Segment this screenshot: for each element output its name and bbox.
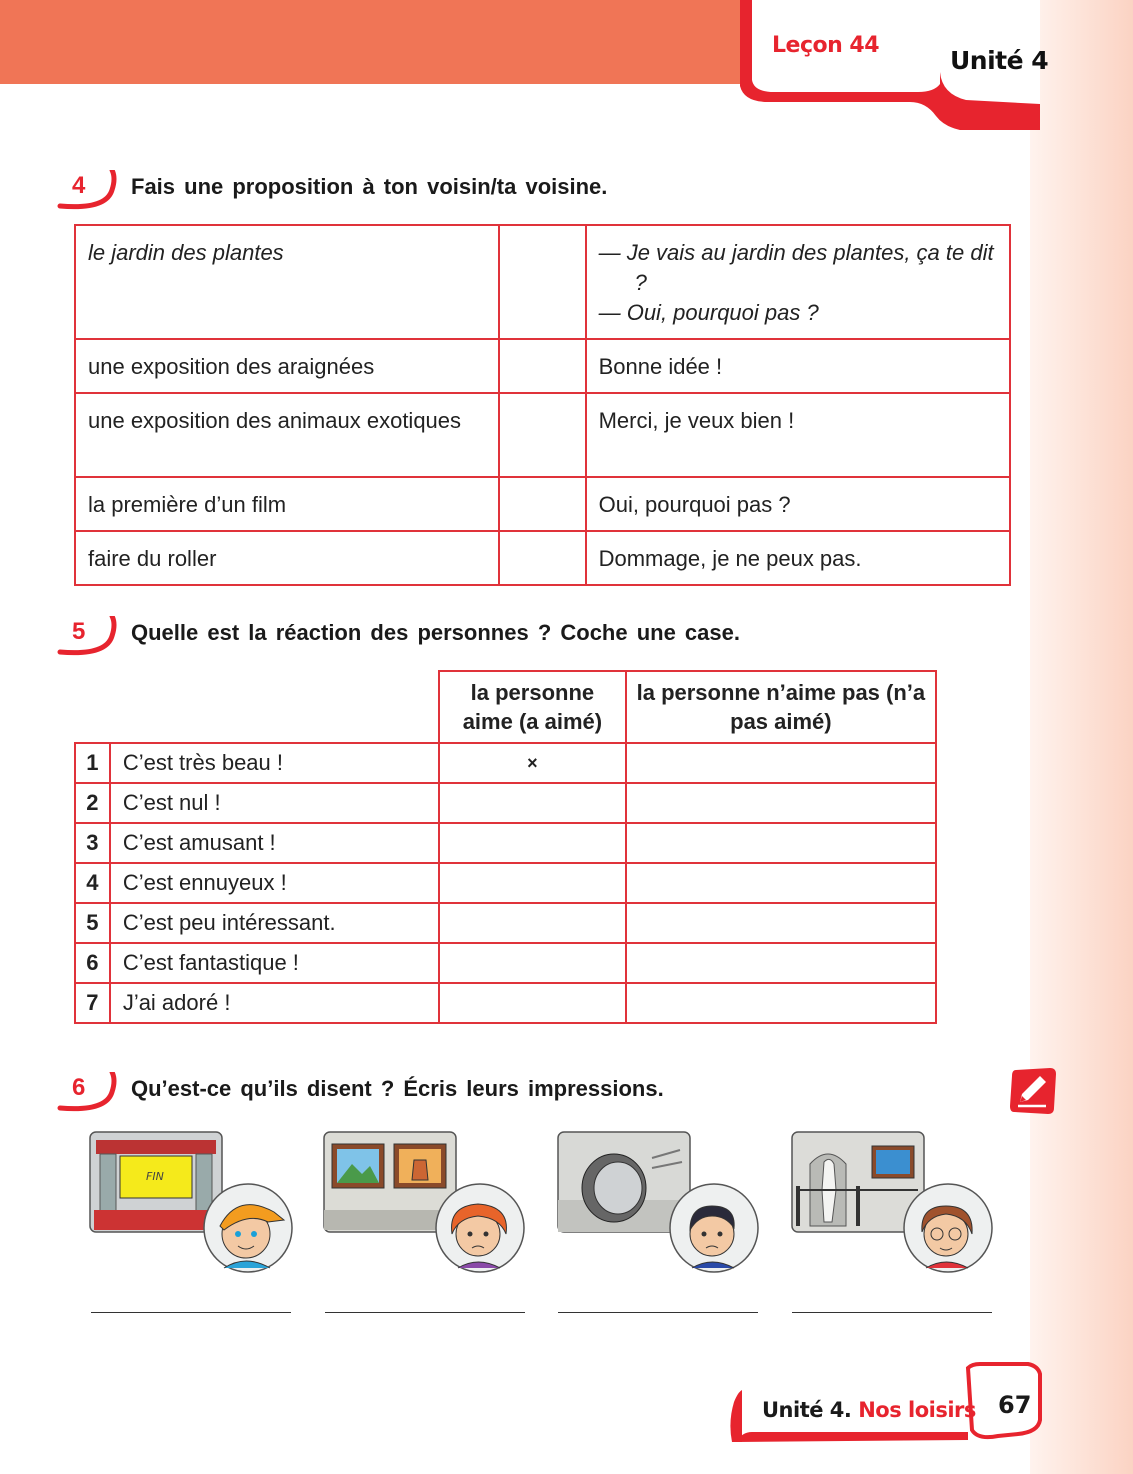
dislike-checkbox[interactable] <box>626 983 936 1023</box>
exercise-number-badge <box>56 616 118 656</box>
table-row <box>75 531 1010 585</box>
place-cell: une exposition des araignées <box>75 339 499 393</box>
answer-line[interactable] <box>792 1312 992 1313</box>
blank-cell[interactable] <box>499 339 585 393</box>
row-number: 3 <box>75 823 110 863</box>
page-number: 67 <box>998 1391 1032 1419</box>
footer-topic: Nos loisirs <box>858 1398 976 1422</box>
exercise-6-heading <box>56 1072 856 1112</box>
header-row <box>75 671 936 743</box>
dislike-checkbox[interactable] <box>626 903 936 943</box>
dislike-checkbox[interactable] <box>626 943 936 983</box>
like-checkbox[interactable] <box>439 783 626 823</box>
column-header-like: la personne aime (a aimé) <box>439 671 626 743</box>
dialog-line: — Je vais au jardin des plantes, ça te dit ? <box>598 240 994 295</box>
empty-header <box>75 671 439 743</box>
exercise-number: 6 <box>72 1074 86 1101</box>
phrase-cell: C’est peu intéressant. <box>110 903 439 943</box>
phrase-cell: C’est amusant ! <box>110 823 439 863</box>
dislike-checkbox[interactable] <box>626 783 936 823</box>
screen-text: FIN <box>146 1170 164 1183</box>
table-row <box>75 783 936 823</box>
table-row <box>75 393 1010 477</box>
lesson-label: Leçon 44 <box>772 33 880 58</box>
place-cell: la première d’un film <box>75 477 499 531</box>
table-row <box>75 823 936 863</box>
dialog-cell <box>586 225 1010 339</box>
proposition-table <box>74 224 1011 586</box>
blank-cell[interactable] <box>499 393 585 477</box>
header-band <box>0 0 760 84</box>
table-row <box>75 225 1010 339</box>
dialog-line: — Oui, pourquoi pas ? <box>598 300 819 325</box>
row-number: 2 <box>75 783 110 823</box>
row-number: 4 <box>75 863 110 903</box>
exercise-5-heading <box>56 616 856 656</box>
like-checkbox[interactable] <box>439 903 626 943</box>
phrase-cell: C’est ennuyeux ! <box>110 863 439 903</box>
pencil-icon <box>1008 1066 1058 1116</box>
like-checkbox[interactable] <box>439 943 626 983</box>
side-decor-strip <box>1030 0 1133 1474</box>
response-cell: Oui, pourquoi pas ? <box>586 477 1010 531</box>
like-checkbox[interactable] <box>439 863 626 903</box>
exercise-number-badge <box>56 170 118 210</box>
table-row <box>75 863 936 903</box>
place-cell: le jardin des plantes <box>75 225 499 339</box>
table-row <box>75 983 936 1023</box>
response-cell: Bonne idée ! <box>586 339 1010 393</box>
table-row <box>75 477 1010 531</box>
answer-line[interactable] <box>558 1312 758 1313</box>
reaction-table <box>74 670 937 1024</box>
dislike-checkbox[interactable] <box>626 823 936 863</box>
row-number: 6 <box>75 943 110 983</box>
dislike-checkbox[interactable] <box>626 743 936 783</box>
phrase-cell: C’est fantastique ! <box>110 943 439 983</box>
phrase-cell: C’est très beau ! <box>110 743 439 783</box>
exercise-title: Qu’est-ce qu’ils disent ? Écris leurs impressions. <box>131 1076 664 1101</box>
exercise-number: 5 <box>72 618 86 645</box>
place-cell: faire du roller <box>75 531 499 585</box>
like-checkbox[interactable] <box>439 983 626 1023</box>
table-row <box>75 943 936 983</box>
footer-unit-title <box>762 1398 976 1422</box>
wheel-picture <box>556 1130 762 1280</box>
phrase-cell: J’ai adoré ! <box>110 983 439 1023</box>
exercise-4-heading <box>56 170 756 210</box>
exercise-title: Fais une proposition à ton voisin/ta voisine. <box>131 174 608 199</box>
column-header-dislike: la personne n’aime pas (n’a pas aimé) <box>626 671 936 743</box>
response-cell: Dommage, je ne peux pas. <box>586 531 1010 585</box>
blank-cell[interactable] <box>499 477 585 531</box>
blank-cell[interactable] <box>499 531 585 585</box>
like-checkbox[interactable]: × <box>439 743 626 783</box>
row-number: 7 <box>75 983 110 1023</box>
table-row <box>75 743 936 783</box>
museum-picture <box>790 1130 996 1280</box>
exercise-number: 4 <box>72 172 86 199</box>
row-number: 1 <box>75 743 110 783</box>
cinema-picture <box>88 1130 294 1280</box>
dislike-checkbox[interactable] <box>626 863 936 903</box>
answer-line[interactable] <box>91 1312 291 1313</box>
blank-cell[interactable] <box>499 225 585 339</box>
gallery-picture <box>322 1130 528 1280</box>
place-cell: une exposition des animaux exotiques <box>75 393 499 477</box>
table-row <box>75 339 1010 393</box>
answer-line[interactable] <box>325 1312 525 1313</box>
unit-label: Unité 4 <box>950 46 1049 75</box>
footer-unit: Unité 4. <box>762 1398 852 1422</box>
exercise-number-badge <box>56 1072 118 1112</box>
row-number: 5 <box>75 903 110 943</box>
table-row <box>75 903 936 943</box>
phrase-cell: C’est nul ! <box>110 783 439 823</box>
like-checkbox[interactable] <box>439 823 626 863</box>
exercise-title: Quelle est la réaction des personnes ? Coche une case. <box>131 620 740 645</box>
response-cell: Merci, je veux bien ! <box>586 393 1010 477</box>
